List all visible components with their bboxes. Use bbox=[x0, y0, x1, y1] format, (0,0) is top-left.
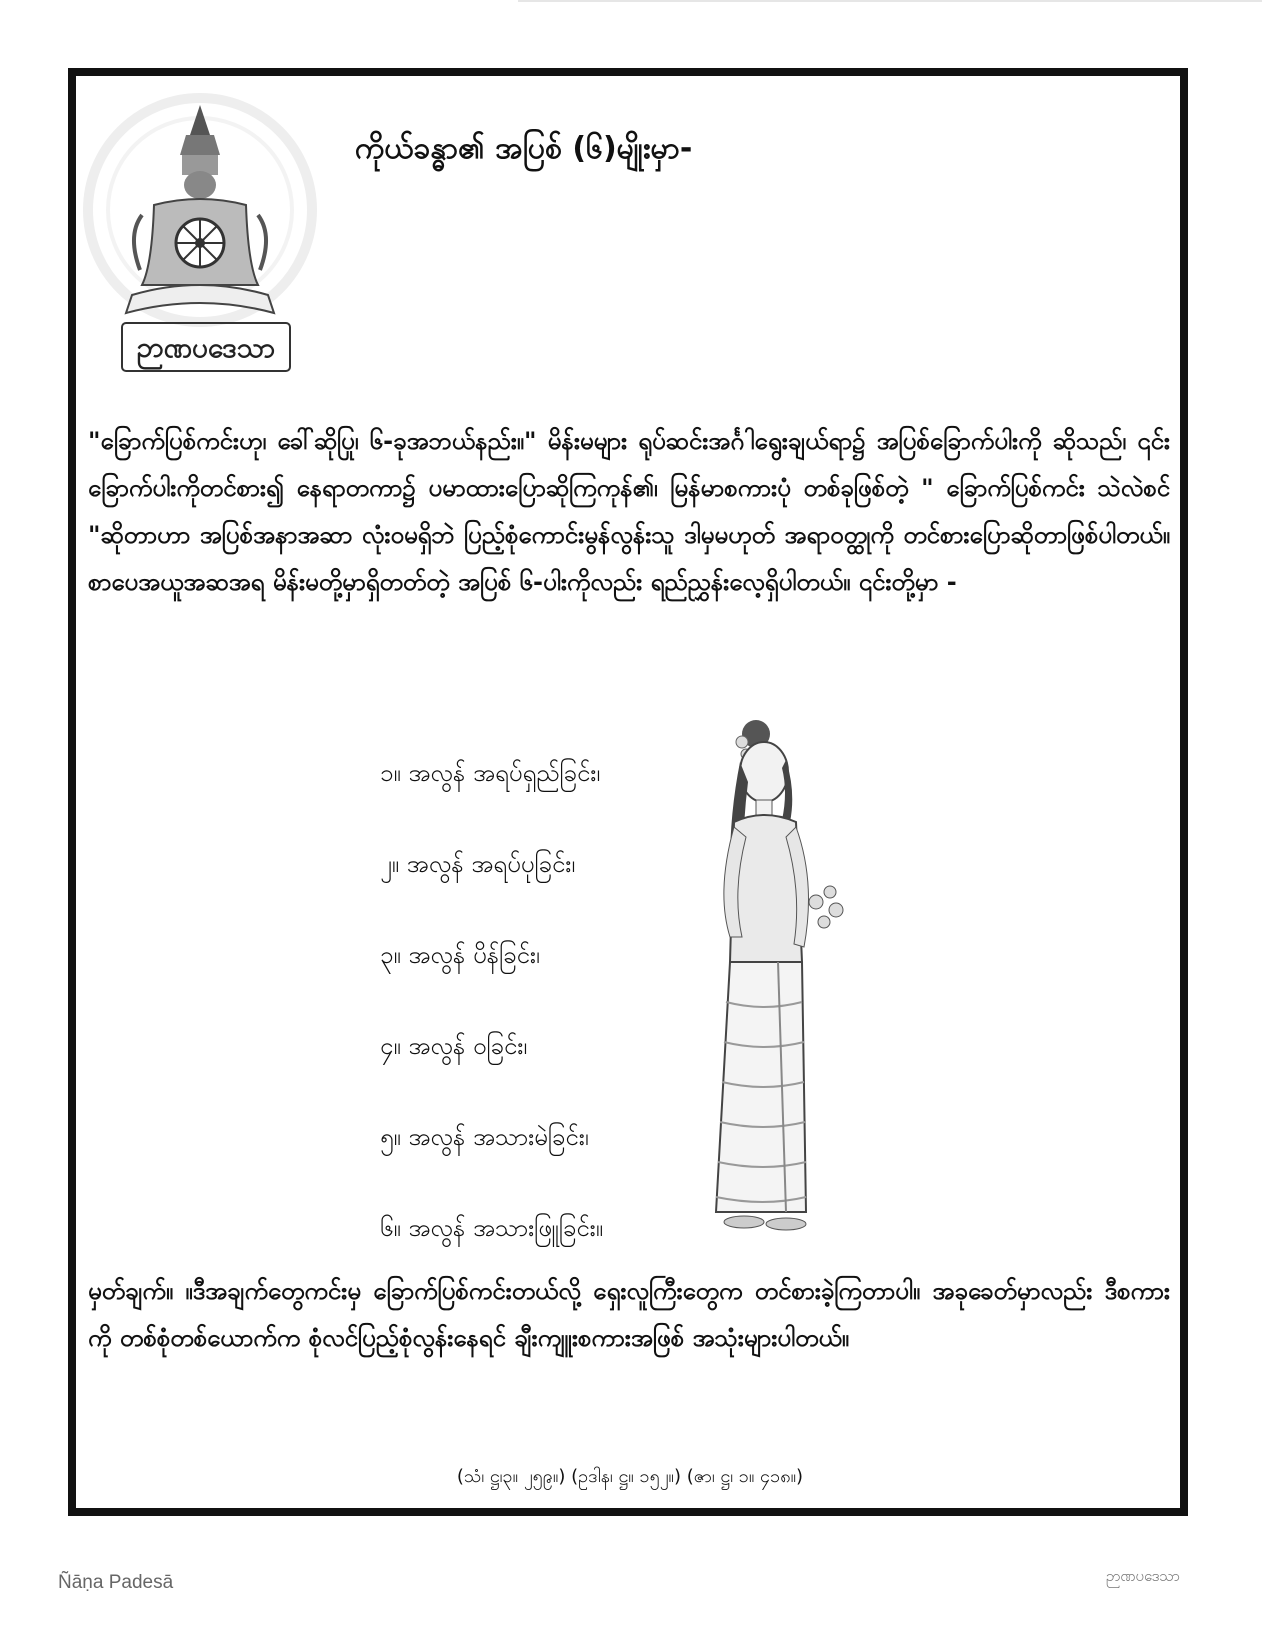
page-title: ကိုယ်ခန္ဓာ၏ အပြစ် (၆)မျိုးမှာ- bbox=[355, 131, 693, 166]
list-item: ၅။ အလွန် အသားမဲခြင်း၊ bbox=[380, 1123, 589, 1151]
woman-illustration-icon bbox=[686, 712, 882, 1252]
list-item: ၆။ အလွန် အသားဖြူခြင်း။ bbox=[380, 1214, 604, 1242]
list-item: ၄။ အလွန် ဝခြင်း၊ bbox=[380, 1032, 528, 1060]
intro-paragraph: "ခြောက်ပြစ်ကင်းဟု၊ ခေါ်ဆိုပြု၊ ၆-ခုအဘယ်နည်း။" မိန်းမများ ရုပ်ဆင်းအင်္ဂါရွေးချယ်ရာ၌ အပြစ်ခြောက်ပါးကို ဆိုသည်၊ ၎င်းခြောက်ပါးကိုတင်စား၍ နေရာတကာ၌ ပမာထားပြောဆိုကြကုန်၏၊ မြန်မာစကားပုံ တစ်ခုဖြစ်တဲ့ " ခြောက်ပြစ်ကင်း သဲလဲစင် "ဆိုတာဟာ အပြစ်အနာအဆာ လုံးဝမရှိဘဲ ပြည့်စုံကောင်းမွန်လွန်းသူ ဒါမှမဟုတ် အရာဝတ္ထုကို တင်စားပြောဆိုတာဖြစ်ပါတယ်။ စာပေအယူအဆအရ မိန်းမတို့မှာရှိတတ်တဲ့ အပြစ် ၆-ပါးကိုလည်း ရည်ညွှန်းလေ့ရှိပါတယ်။ ၎င်းတို့မှာ - bbox=[88, 427, 1170, 596]
note-paragraph: မှတ်ချက်။ ။ဒီအချက်တွေကင်းမှ ခြောက်ပြစ်ကင်းတယ်လို့ ရှေးလူကြီးတွေက တင်စားခဲ့ကြတာပါ။ အခုခေတ်မှာလည်း ဒီစကားကို တစ်စုံတစ်ယောက်က စုံလင်ပြည့်စုံလွန်းနေရင် ချီးကျူးစကားအဖြစ် အသုံးများပါတယ်။ bbox=[88, 1277, 1170, 1352]
emblem-logo-icon bbox=[82, 85, 318, 395]
list-item: ၁။ အလွန် အရပ်ရှည်ခြင်း၊ bbox=[380, 759, 601, 787]
faults-list bbox=[380, 758, 603, 1304]
citation: (သံ၊ ဋ္ဌ၊၃။ ၂၅၉။) (ဥဒါန၊ ဋ္ဌ။ ၁၅၂။) (ဇာ၊ ဋ္ဌ၊ ၁။ ၄၁၈။) bbox=[456, 1466, 804, 1487]
logo-text: ဉာဏပဒေသာ bbox=[136, 331, 276, 364]
list-item: ၃။ အလွန် ပိန်ခြင်း၊ bbox=[380, 941, 540, 969]
footer-brand: Ñāṇa Padesā bbox=[58, 1572, 174, 1593]
footer-brand-myanmar: ဉာဏပဒေသာ bbox=[1105, 1567, 1180, 1585]
list-item: ၂။ အလွန် အရပ်ပုခြင်း၊ bbox=[380, 850, 576, 878]
top-edge-line bbox=[518, 0, 1262, 2]
